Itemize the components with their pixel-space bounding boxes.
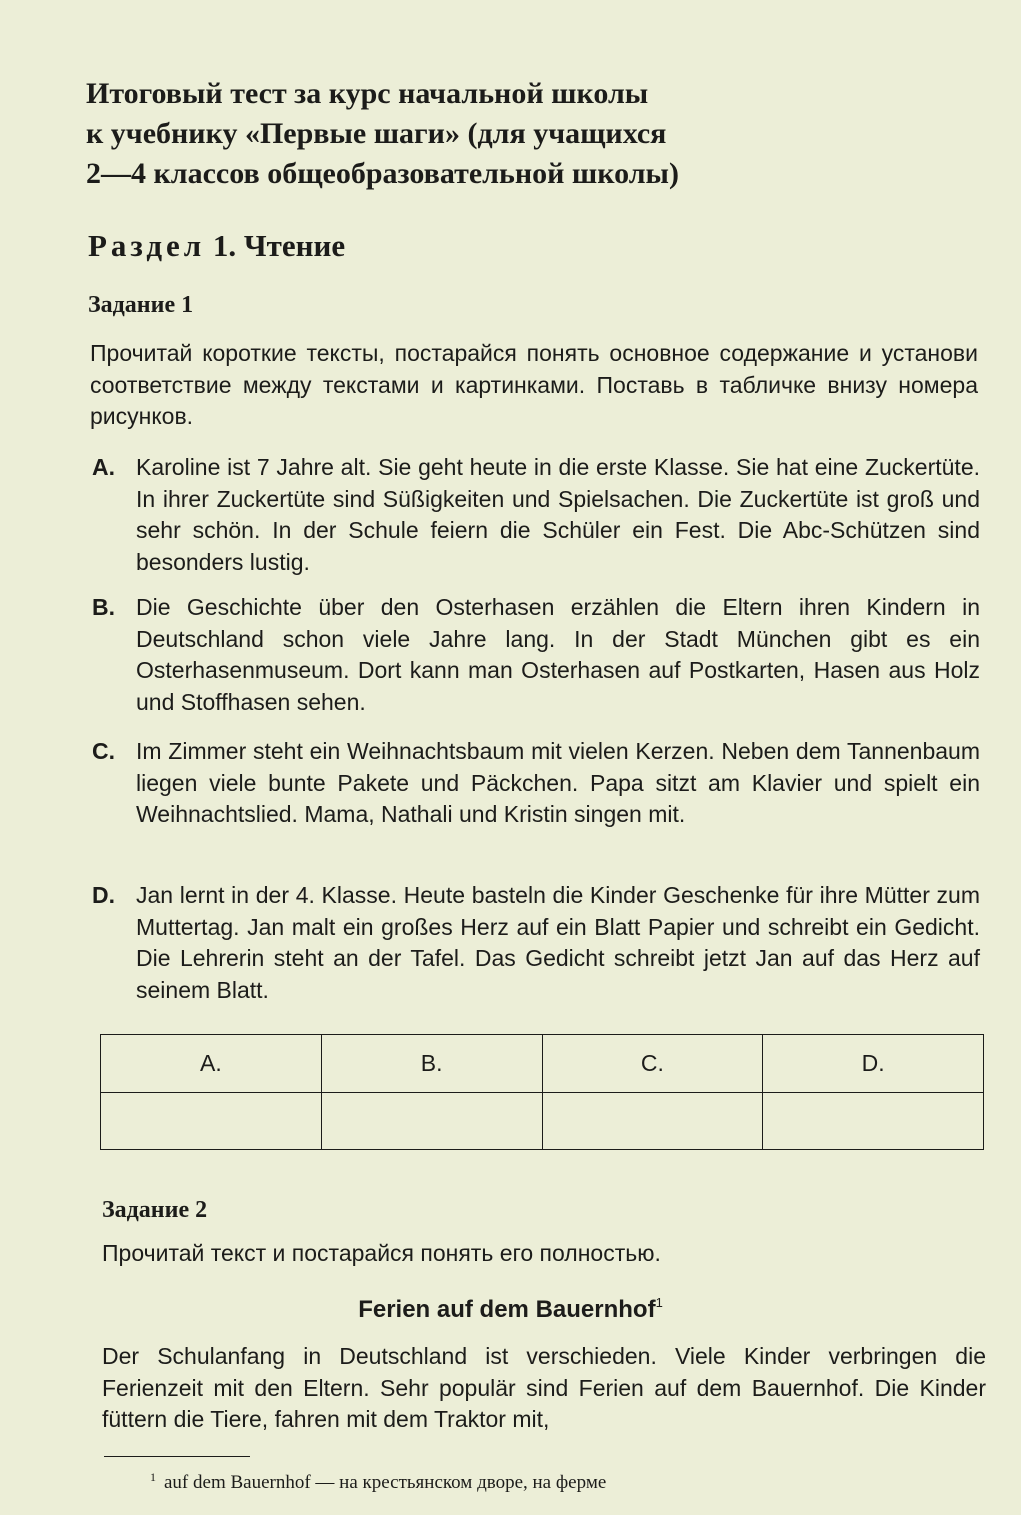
- story-title-text: Ferien auf dem Bauernhof: [358, 1296, 656, 1323]
- footnote-divider: [104, 1456, 250, 1457]
- answer-cell-c[interactable]: [542, 1092, 763, 1150]
- task2-instruction: Прочитай текст и постарайся понять его полностью.: [102, 1240, 661, 1266]
- task2-heading: Задание 2: [102, 1197, 208, 1223]
- section-label: Раздел: [88, 228, 206, 263]
- story-text: Der Schulanfang in Deutschland ist verschieden. Viele Kinder verbringen die Ferienzeit mit den Eltern. Sehr populär sind Ferien auf dem Bauernhof. Die Kinder füttern die Tiere, fahren mit dem Traktor mit,: [102, 1343, 986, 1432]
- table-header-c: C.: [542, 1035, 763, 1093]
- footnote-ref: 1: [655, 1295, 663, 1310]
- text-item-c: [92, 736, 980, 831]
- table-answer-row: [101, 1092, 984, 1150]
- section-heading: [88, 228, 345, 264]
- table-header-d: D.: [763, 1035, 984, 1093]
- item-letter: D.: [92, 882, 115, 908]
- item-text: Jan lernt in der 4. Klasse. Heute basteln die Kinder Geschenke für ihre Mütter zum Muttertag. Jan malt ein großes Herz auf ein Blatt Papier und schreibt ein Gedicht. Die Lehrerin steht an der Tafel. Das Gedicht schreibt jetzt Jan auf das Herz auf seinem Blatt.: [136, 882, 980, 1003]
- answer-table: [100, 1034, 984, 1150]
- text-item-a: [92, 452, 980, 578]
- story-title: [0, 1295, 1021, 1324]
- text-item-b: [92, 592, 980, 718]
- answer-cell-d[interactable]: [763, 1092, 984, 1150]
- answer-cell-b[interactable]: [321, 1092, 542, 1150]
- footnote: [150, 1470, 606, 1494]
- task1-instruction: Прочитай короткие тексты, постарайся понять основное содержание и установи соответствие между текстами и картинками. Поставь в табличке внизу номера рисунков.: [90, 340, 978, 429]
- table-header-row: [101, 1035, 984, 1093]
- title-line: 2—4 классов общеобразовательной школы): [86, 157, 679, 190]
- table-header-b: B.: [321, 1035, 542, 1093]
- item-text: Die Geschichte über den Osterhasen erzählen die Eltern ihren Kindern in Deutschland schon viele Jahre lang. In der Stadt München gibt es ein Osterhasenmuseum. Dort kann man Osterhasen auf Postkarten, Hasen aus Holz und Stoffhasen sehen.: [136, 594, 980, 715]
- footnote-text: auf dem Bauernhof — на крестьянском дворе, на ферме: [164, 1472, 607, 1493]
- item-letter: B.: [92, 594, 115, 620]
- title-line: Итоговый тест за курс начальной школы: [86, 77, 649, 110]
- item-text: Im Zimmer steht ein Weihnachtsbaum mit vielen Kerzen. Neben dem Tannenbaum liegen viele bunte Pakete und Päckchen. Papa sitzt am Klavier und spielt ein Weihnachtslied. Mama, Nathali und Kristin singen mit.: [136, 738, 980, 827]
- section-name: 1. Чтение: [212, 228, 346, 263]
- answer-cell-a[interactable]: [101, 1092, 322, 1150]
- text-item-d: [92, 880, 980, 1006]
- table-header-a: A.: [101, 1035, 322, 1093]
- title-line: к учебнику «Первые шаги» (для учащихся: [86, 117, 667, 150]
- item-text: Karoline ist 7 Jahre alt. Sie geht heute in die erste Klasse. Sie hat eine Zuckertüte. In ihrer Zuckertüte sind Süßigkeiten und Spielsachen. Die Zuckertüte ist groß und sehr schön. In der Schule feiern die Schüler ein Fest. Die Abc-Schützen sind besonders lustig.: [136, 454, 980, 575]
- footnote-mark: 1: [150, 1470, 156, 1484]
- item-letter: A.: [92, 454, 115, 480]
- task1-heading: Задание 1: [88, 292, 194, 318]
- page-title: [86, 74, 886, 194]
- item-letter: C.: [92, 738, 115, 764]
